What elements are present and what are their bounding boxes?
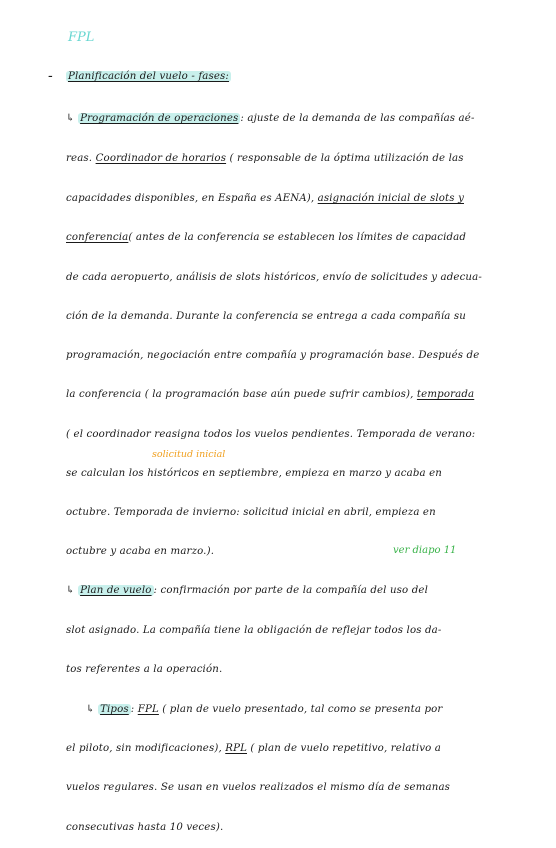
arrow-icon: ↳ [66,113,75,124]
p2-line-3: tos referentes a la operación. [66,664,223,675]
p3-colon: : [130,704,135,715]
fpl-label: FPL [137,704,159,715]
margin-note-solicitud: solicitud inicial [152,449,226,460]
p3-line-3: vuelos regulares. Se usan en vuelos realizados el mismo día de semanas [66,782,451,793]
p1-line-12: octubre y acaba en marzo.). [66,546,215,557]
arrow-icon: ↳ [86,704,95,715]
p3-line-1-text: ( plan de vuelo presentado, tal como se presenta por [162,704,443,715]
tipos-label: Tipos [100,704,129,715]
p1-line-6: ción de la demanda. Durante la conferencia se entrega a cada compañía su [66,311,466,322]
p1-line-5: de cada aeropuerto, análisis de slots históricos, envío de solicitudes y adecua- [66,272,482,283]
p1-line-4 [66,232,466,243]
p1-line-7: programación, negociación entre compañía y programación base. Después de [66,350,480,361]
p1-line-3-a: capacidades disponibles, en España es AENA), [66,193,315,204]
margin-note-diapo: ver diapo 11 [393,545,457,556]
coordinador-label: Coordinador de horarios [95,153,227,164]
p1-line-1-text: : ajuste de la demanda de las compañías aé- [240,113,475,124]
p1-line-9: ( el coordinador reasigna todos los vuelos pendientes. Temporada de verano: [66,429,476,440]
p3-line-1 [86,704,442,715]
p3-line-2-b: ( plan de vuelo repetitivo, relativo a [250,743,442,754]
page-header-title: FPL [68,30,95,45]
p1-line-4-text: ( antes de la conferencia se establecen los límites de capacidad [128,232,467,243]
p1-line-8 [66,389,474,400]
p3-line-2 [66,743,441,754]
section-bullet: - [48,68,53,84]
p1-line-8-a: la conferencia ( la programación base aún puede sufrir cambios), [66,389,414,400]
p1-line-10: se calculan los históricos en septiembre, empieza en marzo y acaba en [66,468,443,479]
plan-de-vuelo-label: Plan de vuelo [80,585,152,596]
p2-line-2: slot asignado. La compañía tiene la obligación de reflejar todos los da- [66,625,442,636]
p1-line-2-a: reas. [66,153,93,164]
p3-line-4: consecutivas hasta 10 veces). [66,822,224,833]
p3-line-2-a: el piloto, sin modificaciones), [66,743,222,754]
asignacion-label: asignación inicial de slots y [317,193,464,204]
conferencia-label: conferencia [66,232,129,243]
section-title-row [66,71,231,82]
programacion-label: Programación de operaciones [80,113,239,124]
p1-line-3 [66,193,464,204]
p1-line-2-b: ( responsable de la óptima utilización de las [229,153,464,164]
p1-line-1 [66,113,475,124]
arrow-icon: ↳ [66,585,75,596]
p2-line-1 [66,585,428,596]
section-title: Planificación del vuelo - fases: [68,71,229,82]
temporada-label: temporada [416,389,475,400]
p1-line-11: octubre. Temporada de invierno: solicitud inicial en abril, empieza en [66,507,436,518]
rpl-label: RPL [225,743,247,754]
p2-line-1-text: : confirmación por parte de la compañía del uso del [153,585,428,596]
p1-line-2 [66,153,464,164]
